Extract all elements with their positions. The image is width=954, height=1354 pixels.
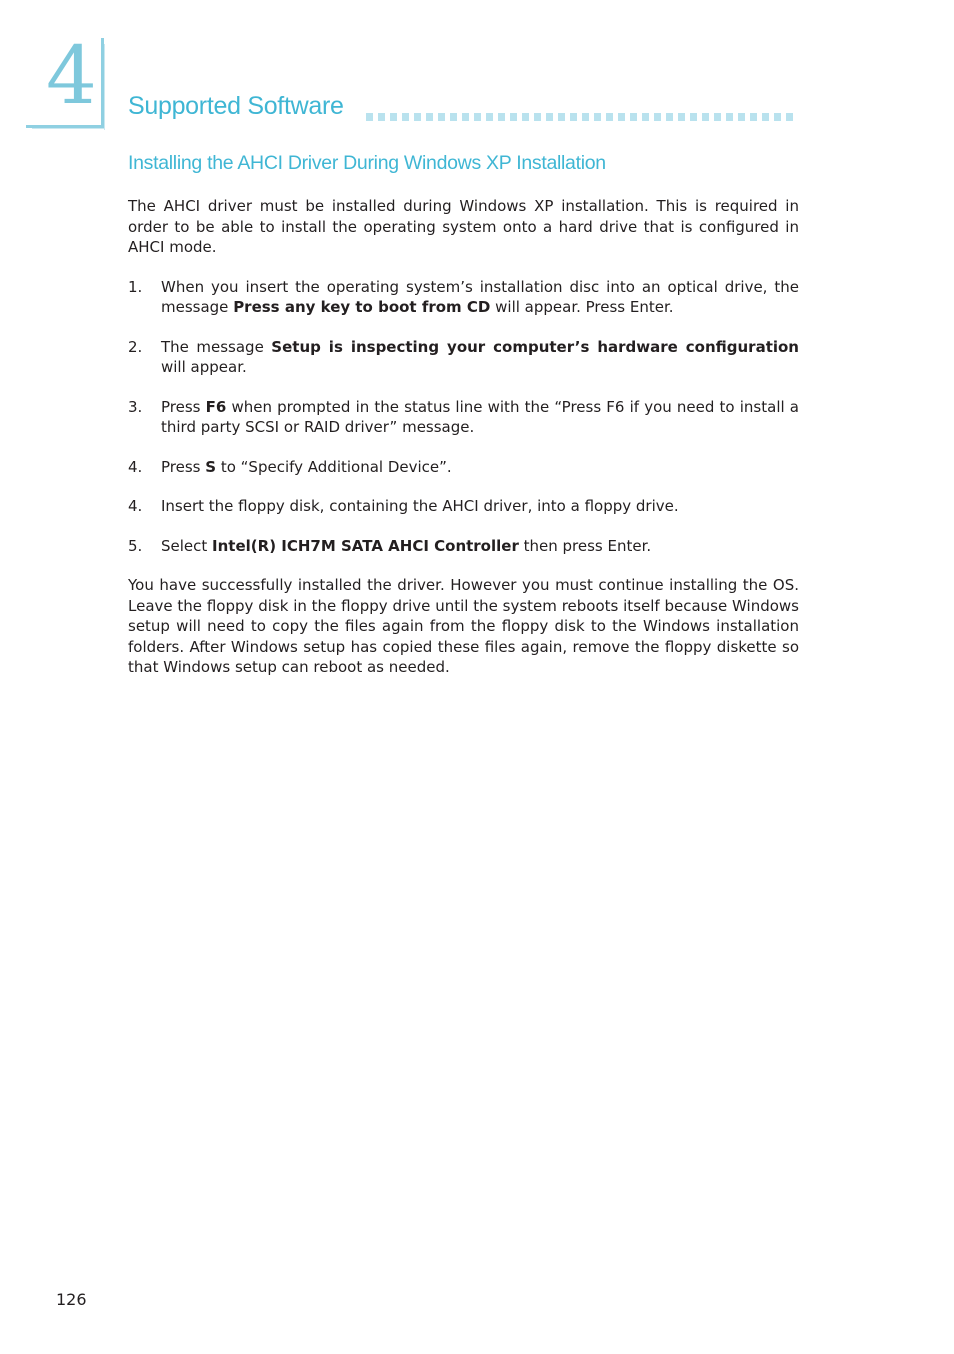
step-number: 5. [128,536,143,555]
intro-paragraph: The AHCI driver must be installed during Windows XP installation. This is required in order to be able to install the operating system onto a hard drive that is configured in AHCI mode. [128,197,799,256]
closing-paragraph: You have successfully installed the driver. However you must continue installing the OS. Leave the floppy disk in the floppy drive until the system reboots itself because Windows setup will need to copy the files again from the floppy disk to the Windows installation folders. After Windows setup has copied these files again, remove the floppy diskette so that Windows setup can reboot as needed. [128,576,799,676]
chapter-bracket-horizontal-shadow [32,128,105,129]
page-number: 126 [56,1290,87,1309]
step-text: When you insert the operating system’s installation disc into an optical drive, the message Press any key to boot from CD will appear. Press Enter. [161,277,799,316]
dot-leader [366,113,798,121]
step-number: 3. [128,397,143,416]
step-item [128,337,799,378]
step-item [128,496,799,517]
step-text: Press S to “Specify Additional Device”. [161,457,452,476]
step-text: Insert the floppy disk, containing the AHCI driver, into a floppy drive. [161,497,679,515]
step-item [128,457,799,478]
step-text: The message Setup is inspecting your computer’s hardware configuration will appear. [161,337,799,376]
step-text: Select Intel(R) ICH7M SATA AHCI Controller then press Enter. [161,536,652,555]
chapter-title: Supported Software [128,92,344,120]
step-item [128,536,799,557]
section-title: Installing the AHCI Driver During Windows XP Installation [128,152,606,174]
step-number: 4. [128,497,143,515]
step-number: 2. [128,337,143,356]
step-number: 1. [128,277,143,296]
step-item [128,277,799,318]
main-content [128,196,799,697]
chapter-number: 4 [46,29,97,122]
chapter-bracket-vertical-shadow [104,44,105,130]
step-text: Press F6 when prompted in the status line with the “Press F6 if you need to install a third party SCSI or RAID driver” message. [161,397,799,436]
step-number: 4. [128,457,143,476]
step-item [128,397,799,438]
